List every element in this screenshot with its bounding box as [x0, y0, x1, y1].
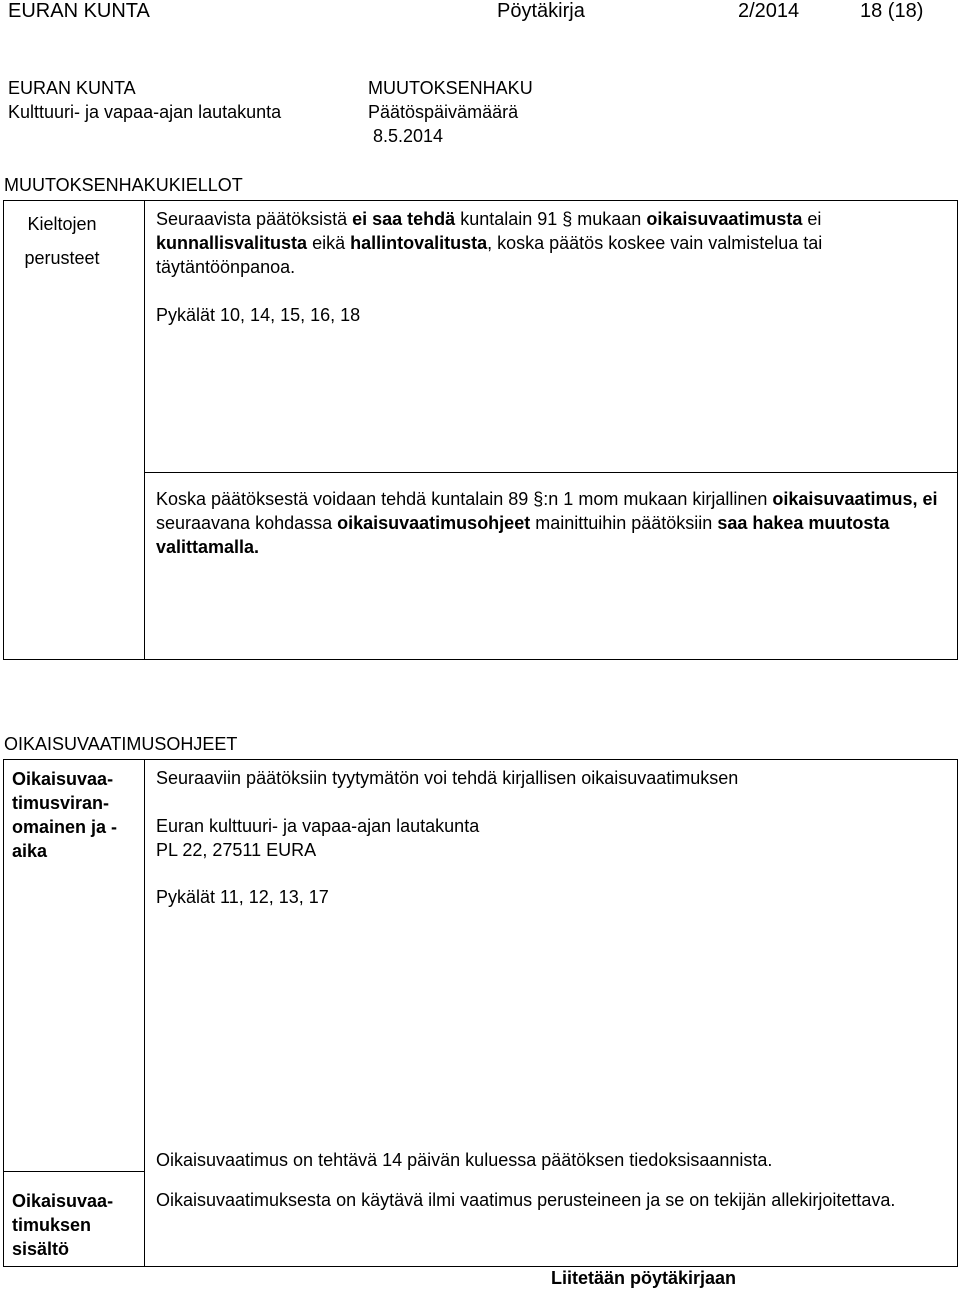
restrictions-sections: Pykälät 10, 14, 15, 16, 18 [156, 305, 361, 325]
restrictions-label: Kieltojen perusteet [24, 214, 100, 268]
appeal-authority-label: Oikaisuvaa-timusviran-omainen ja -aika [12, 769, 118, 861]
appeal-deadline: Oikaisuvaatimus on tehtävä 14 päivän kuluessa päätöksen tiedoksisaannista. [156, 1150, 773, 1170]
meta-date-label: Päätöspäivämäärä [368, 102, 519, 122]
appeal-label-divider [3, 1171, 145, 1172]
meta-board: Kulttuuri- ja vapaa-ajan lautakunta [8, 102, 282, 122]
meta-section-title: MUUTOKSENHAKU [368, 78, 533, 98]
appeal-divider [144, 759, 145, 1267]
meta-date: 8.5.2014 [373, 126, 444, 146]
restrictions-divider [144, 200, 145, 660]
header-org: EURAN KUNTA [8, 0, 150, 22]
appeal-intro: Seuraaviin päätöksiin tyytymätön voi tehdä kirjallisen oikaisuvaatimuksen [156, 768, 739, 788]
appeal-authority-address: PL 22, 27511 EURA [156, 840, 317, 860]
header-page-number: 18 (18) [860, 0, 924, 22]
appeal-content-label: Oikaisuvaa-timuksen sisältö [12, 1191, 114, 1259]
header-doc-number: 2/2014 [738, 0, 800, 22]
appeal-heading: OIKAISUVAATIMUSOHJEET [4, 734, 238, 754]
meta-org: EURAN KUNTA [8, 78, 136, 98]
header-doc-type: Pöytäkirja [497, 0, 585, 22]
appeal-sections: Pykälät 11, 12, 13, 17 [156, 887, 329, 907]
appeal-content-text: Oikaisuvaatimuksesta on käytävä ilmi vaatimus perusteineen ja se on tekijän allekirjoitettava. [156, 1190, 896, 1210]
restrictions-row-divider [144, 472, 958, 473]
appeal-footer: Liitetään pöytäkirjaan [551, 1268, 737, 1288]
restrictions-paragraph-2: Koska päätöksestä voidaan tehdä kuntalain 89 §:n 1 mom mukaan kirjallinen oikaisuvaatimus, ei seuraavana kohdassa oikaisuvaatimusohjeet mainittuihin päätöksiin saa hakea muutosta valittamalla. [156, 489, 938, 557]
restrictions-heading: MUUTOKSENHAKUKIELLOT [4, 175, 243, 195]
appeal-authority-name: Euran kulttuuri- ja vapaa-ajan lautakunta [156, 816, 480, 836]
restrictions-paragraph-1: Seuraavista päätöksistä ei saa tehdä kuntalain 91 § mukaan oikaisuvaatimusta ei kunnallisvalitusta eikä hallintovalitusta, koska päätös koskee vain valmistelua tai täytäntöönpanoa. [156, 209, 823, 277]
